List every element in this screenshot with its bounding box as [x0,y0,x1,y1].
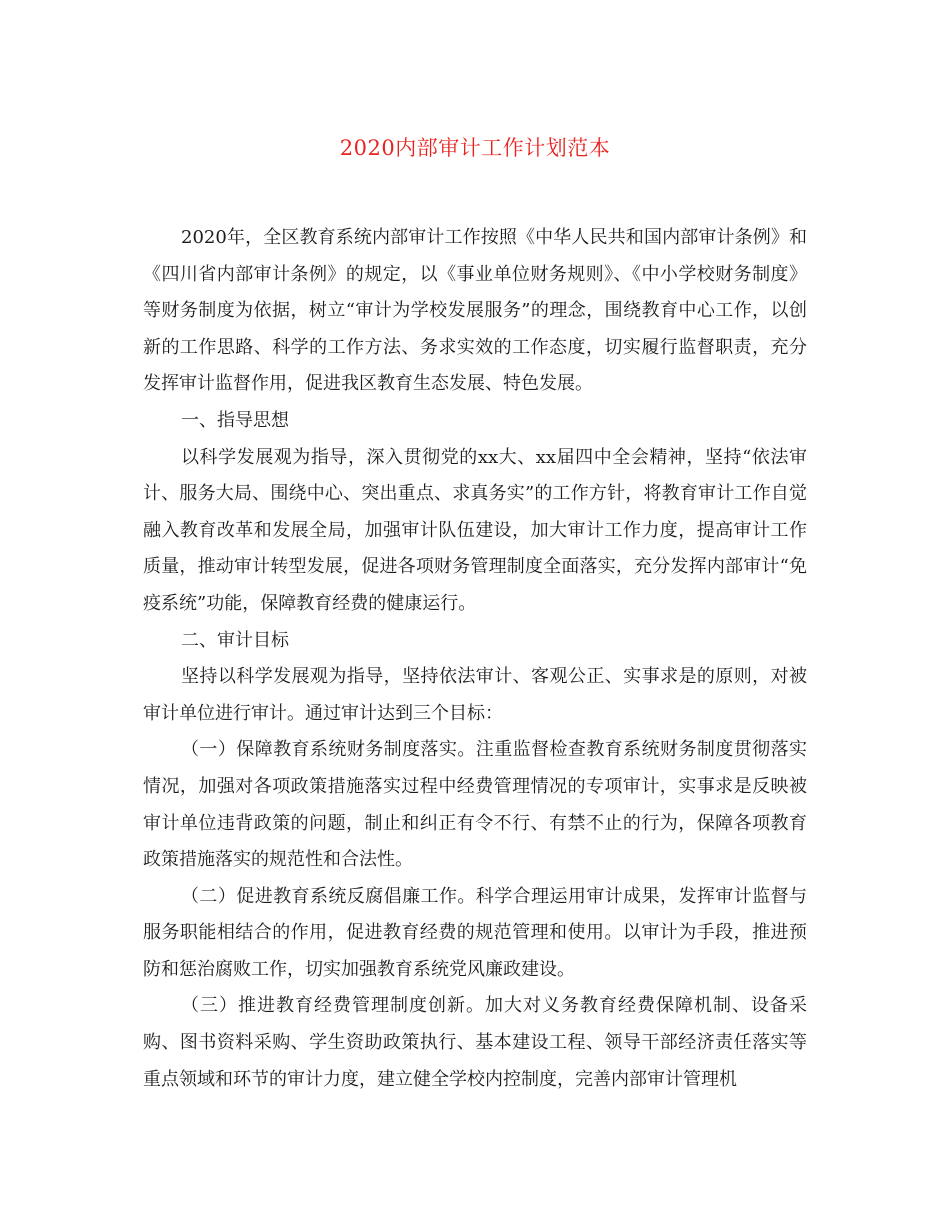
document-title: 2020内部审计工作计划范本 [339,136,611,160]
intro-paragraph: 2020年，全区教育系统内部审计工作按照《中华人民共和国内部审计条例》和《四川省内部审计条例》的规定，以《事业单位财务规则》、《中小学校财务制度》等财务制度为依据，树立“审计为学校发展服务”的理念，围绕教育中心工作，以创新的工作思路、科学的工作方法、务求实效的工作态度，切实履行监督职责，充分发挥审计监督作用，促进我区教育生态发展、特色发展。 [143,227,807,395]
guiding-ideology-paragraph: 以科学发展观为指导，深入贯彻党的xx大、xx届四中全会精神，坚持“依法审计、服务大局、围绕中心、突出重点、求真务实”的工作方针，将教育审计工作自觉融入教育改革和发展全局，加强审计队伍建设，加大审计工作力度，提高审计工作质量，推动审计转型发展，促进各项财务管理制度全面落实，充分发挥内部审计“免疫系统”功能，保障教育经费的健康运行。 [143,446,807,614]
document-body [143,220,807,1098]
goal-1-paragraph: （一）保障教育系统财务制度落实。注重监督检查教育系统财务制度贯彻落实情况，加强对各项政策措施落实过程中经费管理情况的专项审计，实事求是反映被审计单位违背政策的问题，制止和纠正有令不行、有禁不止的行为，保障各项教育政策措施落实的规范性和合法性。 [143,739,807,871]
goal-3-paragraph: （三）推进教育经费管理制度创新。加大对义务教育经费保障机制、设备采购、图书资料采购、学生资助政策执行、基本建设工程、领导干部经济责任落实等重点领域和环节的审计力度，建立健全学校内控制度，完善内部审计管理机 [143,995,807,1090]
section-heading-guiding-ideology: 一、指导思想 [181,409,289,431]
audit-goals-paragraph: 坚持以科学发展观为指导，坚持依法审计、客观公正、实事求是的原则，对被审计单位进行审计。通过审计达到三个目标： [143,666,807,724]
goal-2-paragraph: （二）促进教育系统反腐倡廉工作。科学合理运用审计成果，发挥审计监督与服务职能相结合的作用，促进教育经费的规范管理和使用。以审计为手段，推进预防和惩治腐败工作，切实加强教育系统党风廉政建设。 [143,885,807,980]
section-heading-audit-goals: 二、审计目标 [181,629,289,651]
